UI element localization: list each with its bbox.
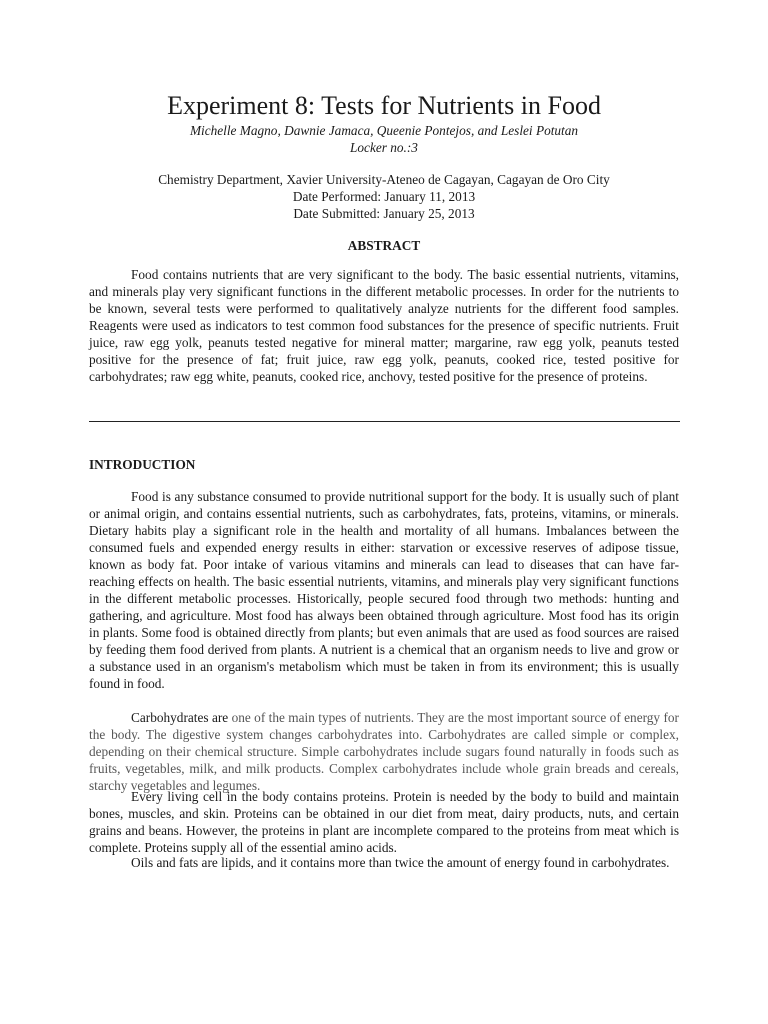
affiliation: Chemistry Department, Xavier University-Ateneo de Cagayan, Cagayan de Oro City bbox=[158, 172, 610, 187]
section-divider bbox=[89, 421, 680, 422]
abstract-heading: ABSTRACT bbox=[347, 238, 421, 253]
introduction-heading: INTRODUCTION bbox=[89, 457, 196, 472]
locker-number: Locker no.:3 bbox=[350, 140, 418, 155]
date-submitted: Date Submitted: January 25, 2013 bbox=[293, 206, 475, 221]
carbohydrates-lead: Carbohydrates are bbox=[131, 710, 229, 725]
carbohydrates-body: one of the main types of nutrients. They are the most important source of energy for the body. The digestive system changes carbohydrates into. Carbohydrates are called simple or complex, depending on their chemical structure. Simple carbohydrates include sugars found naturally in foods such as fruits, vegetables, milk, and milk products. Complex carbohydrates include whole grain breads and cereals, starchy vegetables and legumes. bbox=[89, 710, 679, 793]
introduction-paragraph-proteins: Every living cell in the body contains proteins. Protein is needed by the body to build and maintain bones, muscles, and skin. Proteins can be obtained in our diet from meat, dairy products, nuts, and certain grains and beans. However, the proteins in plant are incomplete compared to the proteins from meat which is complete. Proteins supply all of the essential amino acids. bbox=[89, 789, 679, 855]
date-performed: Date Performed: January 11, 2013 bbox=[292, 189, 476, 204]
paper-title: Experiment 8: Tests for Nutrients in Food bbox=[167, 91, 601, 120]
introduction-paragraph-carbohydrates bbox=[89, 709, 679, 794]
abstract-text: Food contains nutrients that are very significant to the body. The basic essential nutrients, vitamins, and minerals play very significant functions in the different metabolic processes. In order for the nutrients to be known, several tests were performed to qualitatively analyze nutrients for the different food samples. Reagents were used as indicators to test common food substances for the presence of specific nutrients. Fruit juice, raw egg yolk, peanuts tested negative for mineral matter; margarine, raw egg yolk, peanuts tested positive for the presence of fat; fruit juice, raw egg yolk, peanuts, cooked rice, tested positive for carbohydrates; raw egg white, peanuts, cooked rice, anchovy, tested positive for the presence of proteins. bbox=[89, 267, 679, 384]
introduction-paragraph-lipids: Oils and fats are lipids, and it contains more than twice the amount of energy found in carbohydrates. bbox=[131, 855, 670, 870]
author-list: Michelle Magno, Dawnie Jamaca, Queenie Pontejos, and Leslei Potutan bbox=[189, 123, 579, 138]
introduction-paragraph-food: Food is any substance consumed to provide nutritional support for the body. It is usually such of plant or animal origin, and contains essential nutrients, such as carbohydrates, fats, proteins, vitamins, or minerals. Dietary habits play a significant role in the health and mortality of all humans. Imbalances between the consumed fuels and expended energy results in either: starvation or excessive reserves of adipose tissue, known as body fat. Poor intake of various vitamins and minerals can lead to diseases that can have far-reaching effects on health. The basic essential nutrients, vitamins, and minerals play very significant functions in the different metabolic processes. Historically, people secured food through two methods: hunting and gathering, and agriculture. Most food has always been obtained through agriculture. Most food has its origin in plants. Some food is obtained directly from plants; but even animals that are used as food sources are raised by feeding them food derived from plants. A nutrient is a chemical that an organism needs to live and grow or a substance used in an organism's metabolism which must be taken in from its environment; this is usually found in food. bbox=[89, 489, 679, 691]
